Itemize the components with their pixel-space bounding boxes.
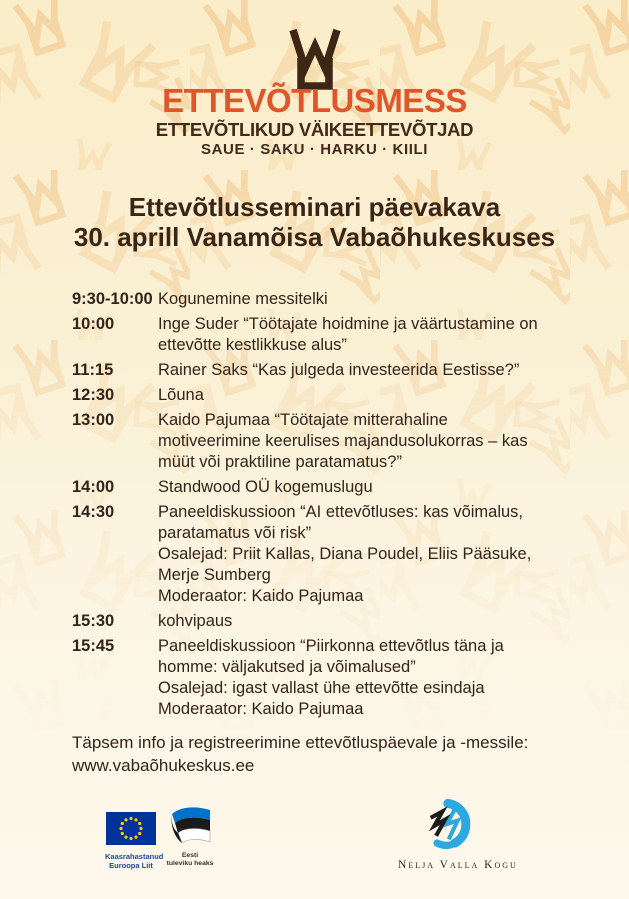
- schedule-row: [72, 314, 562, 356]
- schedule-row: [72, 289, 562, 310]
- schedule-time: 15:30: [72, 612, 115, 630]
- schedule-line: Standwood OÜ kogemuslugu: [158, 478, 373, 496]
- schedule-row: [72, 477, 562, 498]
- schedule-line: kohvipaus: [158, 612, 233, 630]
- schedule-row: [72, 410, 562, 473]
- schedule-line: Inge Suder “Töötajate hoidmine ja väärtustamine on ettevõtte kestlikkuse alus”: [158, 315, 538, 354]
- nelja-valla-kogu-logo-icon: [418, 839, 474, 856]
- schedule-line: Kogunemine messitelki: [158, 290, 328, 308]
- partner-logos: [0, 798, 629, 878]
- schedule-time: 15:45: [72, 637, 115, 655]
- schedule-description: [158, 314, 555, 356]
- schedule-description: [158, 477, 555, 498]
- schedule-line: Osalejad: Priit Kallas, Diana Poudel, Eliis Pääsuke, Merje Sumberg: [158, 545, 532, 584]
- registration-website: www.vabaõhukeskus.ee: [72, 756, 255, 775]
- schedule-time: 12:30: [72, 386, 115, 404]
- schedule-line: Paneeldiskussioon “AI ettevõtluses: kas võimalus, paratamatus või risk”: [158, 503, 524, 542]
- eu-caption-line2: Euroopa Liit: [109, 860, 153, 870]
- page-title-line1: Ettevõtlusseminari päevakava: [128, 192, 501, 222]
- brand-title: ETTEVÕTLUSMESS: [162, 82, 467, 119]
- nelja-valla-kogu-logo: [398, 798, 518, 871]
- schedule-time: 9:30-10:00: [72, 290, 153, 308]
- estonia-caption-line2: tuleviku heaks: [166, 859, 214, 867]
- schedule-line: Moderaator: Kaido Pajumaa: [158, 700, 364, 718]
- schedule-row: [72, 385, 562, 406]
- schedule-description: [158, 289, 555, 310]
- schedule-time: 11:15: [72, 361, 114, 379]
- schedule-row: [72, 636, 562, 720]
- schedule-row: [72, 502, 562, 607]
- registration-info-line1: Täpsem info ja registreerimine ettevõtluspäevale ja -messile:: [72, 733, 529, 752]
- schedule-time: 13:00: [72, 411, 115, 429]
- estonian-flag-icon: [167, 833, 213, 850]
- page-title: [0, 192, 629, 252]
- eu-caption-line1: Kaasrahastanud: [105, 852, 164, 861]
- schedule-description: [158, 410, 555, 473]
- brand-cities: SAUE · SAKU · HARKU · KIILI: [200, 141, 429, 158]
- schedule: [72, 289, 562, 724]
- nelja-valla-kogu-caption: Nelja Valla Kogu: [398, 859, 518, 871]
- eu-flag-icon: [106, 832, 156, 849]
- schedule-time: 10:00: [72, 315, 115, 333]
- schedule-line: Osalejad: igast vallast ühe ettevõtte esindaja: [158, 679, 485, 697]
- estonia-caption-line1: Eesti: [181, 852, 199, 859]
- schedule-description: [158, 360, 555, 381]
- schedule-description: [158, 611, 555, 632]
- schedule-description: [158, 385, 555, 406]
- schedule-time: 14:30: [72, 503, 115, 521]
- brand-subtitle: ETTEVÕTLIKUD VÄIKEETTEVÕTJAD: [155, 119, 474, 140]
- schedule-line: Moderaator: Kaido Pajumaa: [158, 587, 364, 605]
- registration-info: [72, 731, 562, 777]
- page-title-line2: 30. aprill Vanamõisa Vabaõhukeskuses: [73, 222, 556, 252]
- schedule-row: [72, 360, 562, 381]
- schedule-description: [158, 502, 555, 607]
- schedule-line: Lõuna: [158, 386, 204, 404]
- schedule-description: [158, 636, 555, 720]
- schedule-time: 14:00: [72, 478, 115, 496]
- estonia-future-logo: [166, 804, 214, 867]
- schedule-row: [72, 611, 562, 632]
- schedule-line: Kaido Pajumaa “Töötajate mitterahaline motiveerimine keerulises majandusolukorras – kas müüt või praktiline paratamatus?”: [158, 411, 528, 471]
- eu-cofunded-logo: [105, 812, 164, 870]
- schedule-line: Paneeldiskussioon “Piirkonna ettevõtlus täna ja homme: väljakutsed ja võimalused”: [158, 637, 504, 676]
- schedule-line: Rainer Saks “Kas julgeda investeerida Eestisse?”: [158, 361, 520, 379]
